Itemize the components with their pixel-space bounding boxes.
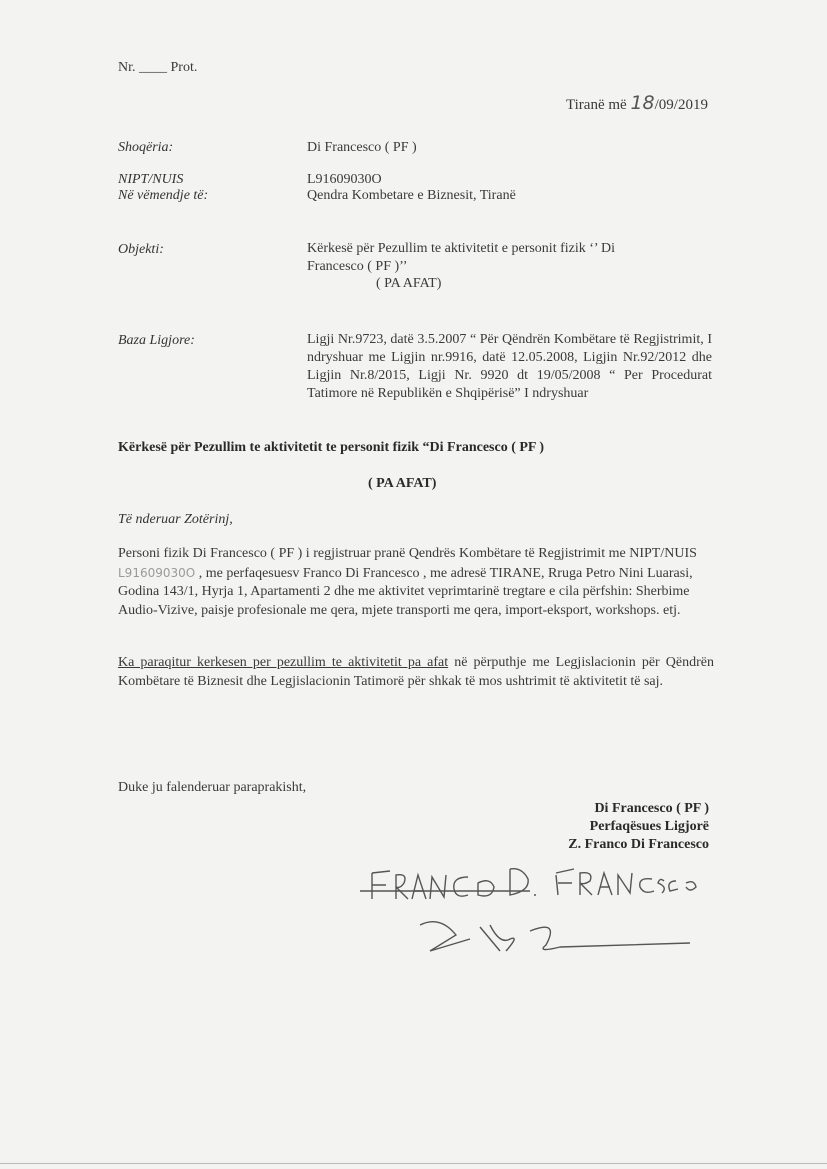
salutation: Të nderuar Zotërinj,: [118, 512, 233, 527]
company-label: Shoqëria:: [118, 140, 174, 155]
paragraph-1: [118, 545, 714, 620]
object-value: Kërkesë për Pezullim te aktivitetit e personit fizik ‘’ Di Francesco ( PF )’’: [307, 241, 616, 274]
handwritten-signature: [360, 855, 700, 965]
nipt-label: NIPT/NUIS: [118, 172, 184, 187]
scan-edge-divider: [0, 1163, 827, 1164]
protocol-number: Nr. ____ Prot.: [118, 60, 198, 75]
attention-value: Qendra Kombetare e Biznesit, Tiranë: [307, 188, 516, 203]
paragraph-1-text: Personi fizik Di Francesco ( PF ) i regjistruar pranë Qendrës Kombëtare të Regjistrimit me NIPT/NUIS: [118, 546, 697, 561]
signature-line-1: Di Francesco ( PF ): [594, 801, 709, 816]
legal-basis-value: Ligji Nr.9723, datë 3.5.2007 “ Për Qëndrën Kombëtare të Regjistrimit, I ndryshuar me Ligjin nr.9916, datë 12.05.2008, Ligjin Nr.92/2012 dhe Ligjin Nr.8/2015, Ligji Nr. 9920 dt 19/05/2008 “ Per Procedurat Tatimore në Republikën e Shqipërisë” I ndryshuar: [307, 332, 712, 401]
object-label: Objekti:: [118, 242, 164, 257]
date-prefix: Tiranë më: [566, 97, 631, 113]
paragraph-2-underlined: Ka paraqitur kerkesen per pezullim te aktivitetit pa afat: [118, 655, 449, 670]
attention-label: Në vëmendje të:: [118, 188, 209, 203]
nipt-value: L91609030O: [307, 172, 382, 187]
paragraph-2-text: në përputhje me Legjislacionin për Qëndrën Kombëtare të Biznesit dhe Legjislacionin Tatimorë për shkak të mos ushtrimit të aktivitetit të saj.: [118, 655, 714, 689]
signature-block: [568, 800, 709, 854]
paragraph-1-text-cont: , me perfaqesuesv Franco Di Francesco , me adresë TIRANE, Rruga Petro Nini Luarasi, Godina 143/1, Hyrja 1, Apartamenti 2 dhe me aktivitet veprimtarinë tregtare e cila përfshin: Sherbime Audio-Vizive, paisje profesionale me qera, mjete transporti me qera, import-eksport, workshops. etj.: [118, 565, 693, 618]
date-suffix: /09/2019: [654, 97, 708, 113]
document-date: [566, 92, 708, 114]
request-heading: Kërkesë për Pezullim te aktivitetit te personit fizik “Di Francesco ( PF ): [118, 440, 545, 455]
signature-line-3: Z. Franco Di Francesco: [568, 837, 709, 852]
signature-line-2: Perfaqësues Ligjorë: [589, 819, 709, 834]
company-value: Di Francesco ( PF ): [307, 140, 417, 155]
closing: Duke ju falenderuar paraprakisht,: [118, 780, 307, 795]
object-note: ( PA AFAT): [376, 276, 442, 291]
request-heading-note: ( PA AFAT): [368, 476, 437, 491]
date-day-handwritten: 18: [630, 92, 655, 114]
legal-basis-label: Baza Ligjore:: [118, 333, 195, 348]
paragraph-1-nipt: L91609030O: [118, 565, 196, 580]
paragraph-2: [118, 654, 714, 691]
